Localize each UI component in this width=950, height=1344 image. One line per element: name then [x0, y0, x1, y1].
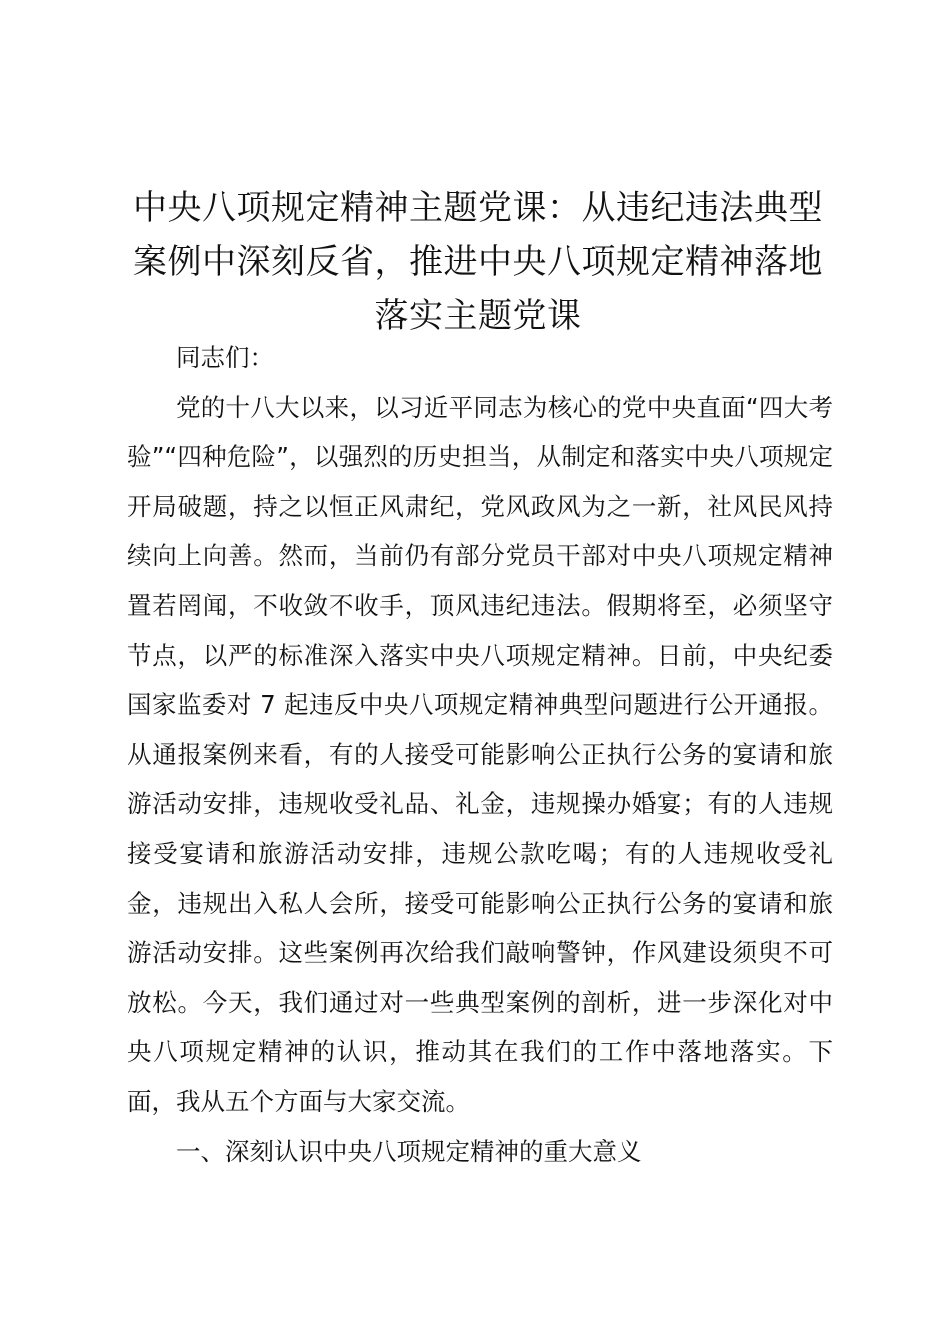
salutation: 同志们： — [176, 343, 274, 372]
document-title — [118, 181, 838, 343]
title-line-1: 中央八项规定精神主题党课：从违纪违法典型 — [133, 188, 823, 228]
title-line-3: 落实主题党课 — [374, 296, 582, 336]
section-heading-1: 一、深刻认识中央八项规定精神的重大意义 — [176, 1136, 642, 1166]
title-line-2: 案例中深刻反省，推进中央八项规定精神落地 — [133, 242, 823, 282]
paragraph-intro: 党的十八大以来，以习近平同志为核心的党中央直面“四大考验”“四种危险”，以强烈的历史担当，从制定和落实中央八项规定开局破题，持之以恒正风肃纪，党风政风为之一新，社风民风持续向上向善。然而，当前仍有部分党员干部对中央八项规定精神置若罔闻，不收敛不收手，顶风违纪违法。假期将至，必须坚守节点，以严的标准深入落实中央八项规定精神。日前，中央纪委国家监委对 7 起违反中央八项规定精神典型问题进行公开通报。从通报案例来看，有的人接受可能影响公正执行公务的宴请和旅游活动安排，违规收受礼品、礼金，违规操办婚宴；有的人违规接受宴请和旅游活动安排，违规公款吃喝；有的人违规收受礼金，违规出入私人会所，接受可能影响公正执行公务的宴请和旅游活动安排。这些案例再次给我们敲响警钟，作风建设须臾不可放松。今天，我们通过对一些典型案例的剖析，进一步深化对中央八项规定精神的认识，推动其在我们的工作中落地落实。下面，我从五个方面与大家交流。 — [127, 392, 833, 1116]
document-body — [127, 333, 833, 1176]
